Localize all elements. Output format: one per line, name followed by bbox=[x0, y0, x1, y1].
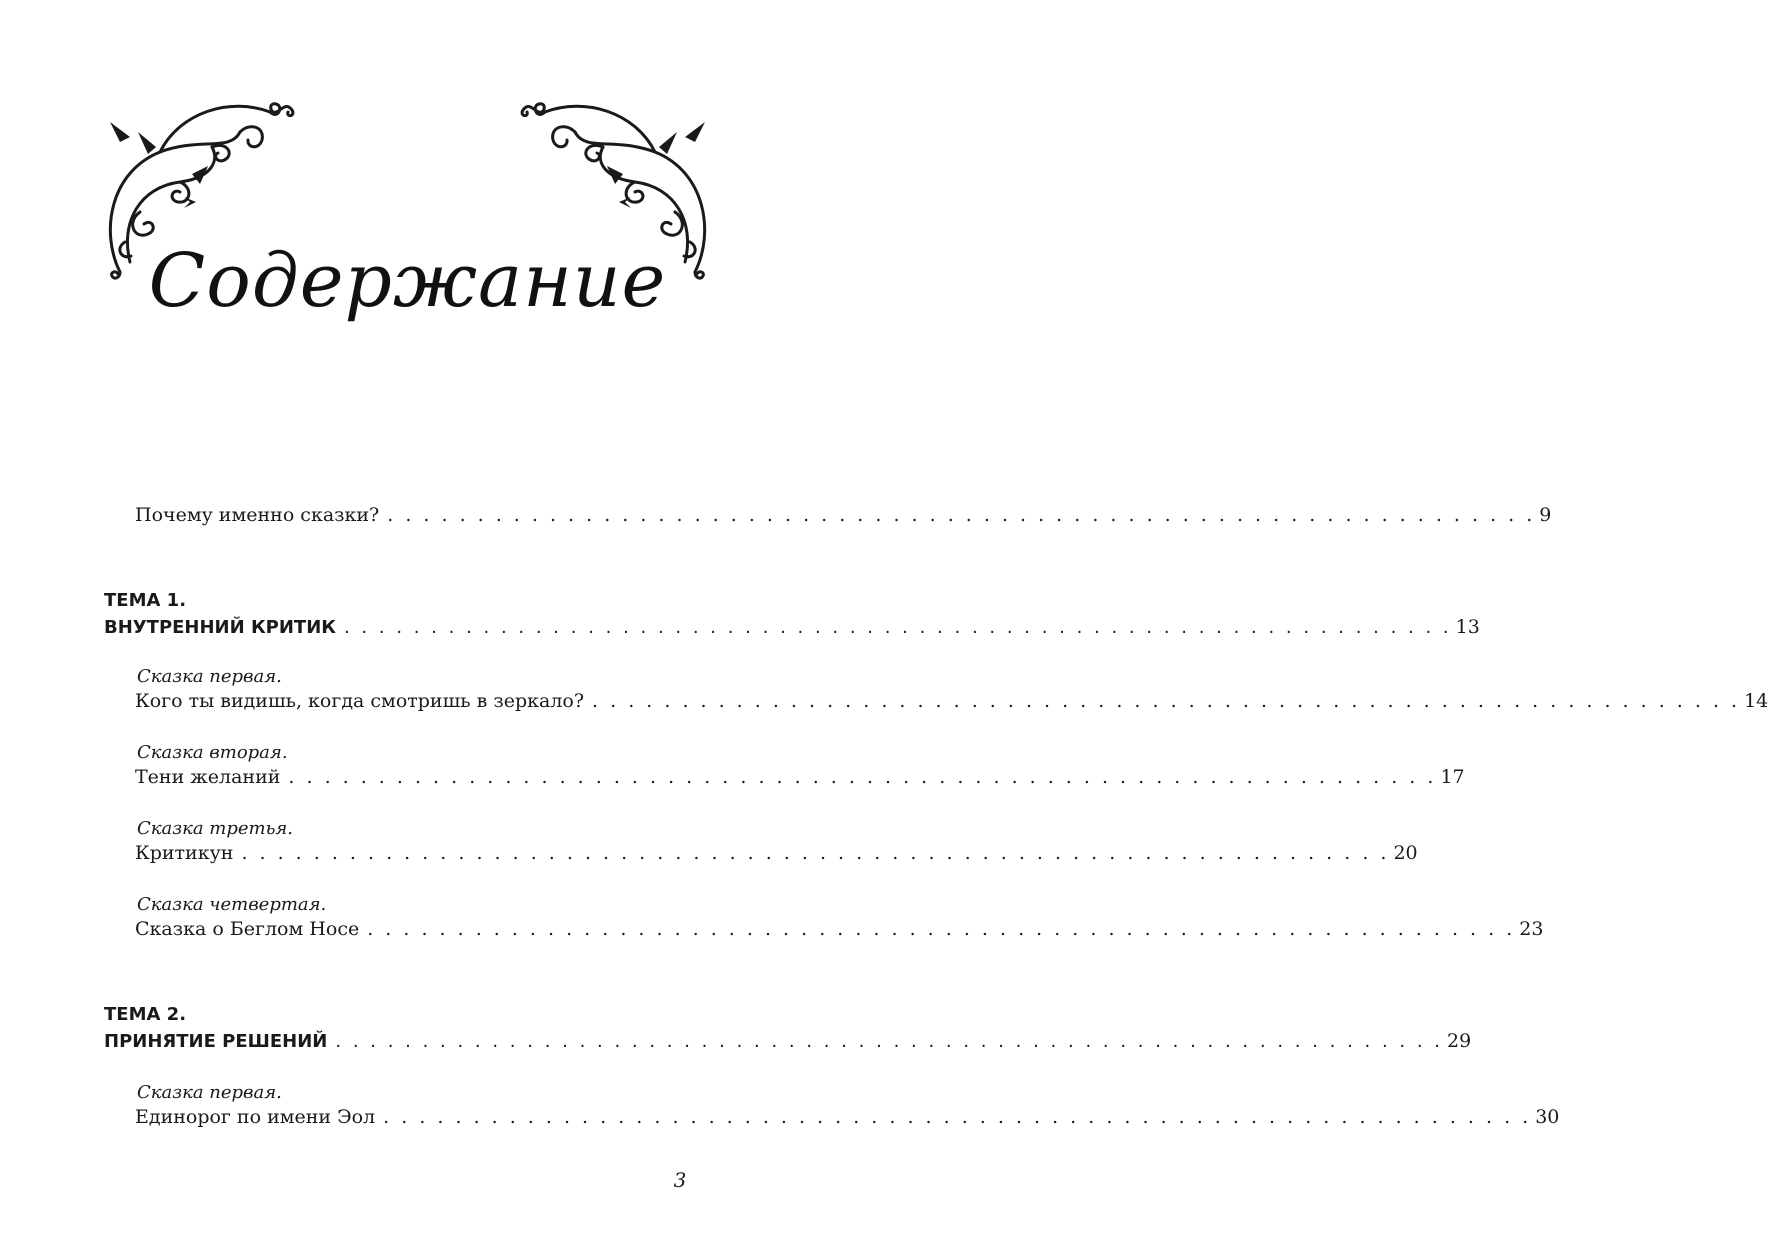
dot-leader: . . . . . . . . . . . . . . . . . . . . . . . . . . . . . . . . . . . . . . . . . . . . . . . . . . . . . . . . . . . . . . . . bbox=[367, 918, 1516, 940]
toc-entry[interactable] bbox=[135, 766, 1465, 796]
toc-entry-title: Критикун bbox=[135, 842, 234, 864]
page-number: 3 bbox=[673, 1168, 687, 1192]
toc-entry-title: Кого ты видишь, когда смотришь в зеркало? bbox=[135, 690, 585, 712]
toc-entry-page: 23 bbox=[1519, 918, 1544, 940]
toc-entry[interactable] bbox=[135, 690, 1768, 720]
toc-entry-page: 20 bbox=[1393, 842, 1418, 864]
dot-leader: . . . . . . . . . . . . . . . . . . . . . . . . . . . . . . . . . . . . . . . . . . . . . . . . . . . . . . . . . . . . . . . . bbox=[241, 842, 1390, 864]
toc-entry-title: Сказка о Беглом Носе bbox=[135, 918, 360, 940]
story-ordinal: Сказка четвертая. bbox=[137, 894, 327, 915]
dot-leader: . . . . . . . . . . . . . . . . . . . . . . . . . . . . . . . . . . . . . . . . . . . . . . . . . . . . . . . . . . . . . . . . bbox=[288, 766, 1437, 788]
toc-entry[interactable] bbox=[135, 842, 1418, 872]
dot-leader: . . . . . . . . . . . . . . . . . . . . . . . . . . . . . . . . . . . . . . . . . . . . . . . . . . . . . . . . . . . . . . . . bbox=[592, 690, 1741, 712]
toc-theme-entry[interactable] bbox=[104, 1030, 1472, 1060]
dot-leader: . . . . . . . . . . . . . . . . . . . . . . . . . . . . . . . . . . . . . . . . . . . . . . . . . . . . . . . . . . . . . . . . bbox=[335, 1031, 1444, 1052]
toc-entry-page: 9 bbox=[1539, 504, 1552, 526]
story-ordinal: Сказка вторая. bbox=[137, 742, 288, 763]
toc-entry-page: 17 bbox=[1440, 766, 1465, 788]
theme-label: ТЕМА 2. bbox=[104, 1004, 187, 1025]
dot-leader: . . . . . . . . . . . . . . . . . . . . . . . . . . . . . . . . . . . . . . . . . . . . . . . . . . . . . . . . . . . . . . . . bbox=[343, 617, 1452, 638]
story-ordinal: Сказка первая. bbox=[137, 666, 282, 687]
theme-heading: ВНУТРЕННИЙ КРИТИК bbox=[104, 617, 336, 638]
toc-entry-title: Почему именно сказки? bbox=[135, 504, 380, 526]
dot-leader: . . . . . . . . . . . . . . . . . . . . . . . . . . . . . . . . . . . . . . . . . . . . . . . . . . . . . . . . . . . . . . . . bbox=[383, 1106, 1532, 1128]
toc-entry-intro[interactable] bbox=[135, 504, 1552, 534]
toc-entry-page: 13 bbox=[1455, 616, 1480, 638]
toc-entry-title: Тени желаний bbox=[135, 766, 281, 788]
dot-leader: . . . . . . . . . . . . . . . . . . . . . . . . . . . . . . . . . . . . . . . . . . . . . . . . . . . . . . . . . . . . . . . . bbox=[387, 504, 1536, 526]
toc-entry-title: Единорог по имени Эол bbox=[135, 1106, 376, 1128]
story-ordinal: Сказка первая. bbox=[137, 1082, 282, 1103]
story-ordinal: Сказка третья. bbox=[137, 818, 294, 839]
toc-entry-page: 30 bbox=[1535, 1106, 1560, 1128]
toc-entry-page: 29 bbox=[1447, 1030, 1472, 1052]
theme-heading: ПРИНЯТИЕ РЕШЕНИЙ bbox=[104, 1031, 328, 1052]
toc-theme-entry[interactable] bbox=[104, 616, 1480, 646]
theme-label: ТЕМА 1. bbox=[104, 590, 187, 611]
toc-entry[interactable] bbox=[135, 1106, 1560, 1136]
toc-entry-page: 14 bbox=[1744, 690, 1768, 712]
page-title: Содержание bbox=[148, 238, 667, 324]
toc-entry[interactable] bbox=[135, 918, 1544, 948]
